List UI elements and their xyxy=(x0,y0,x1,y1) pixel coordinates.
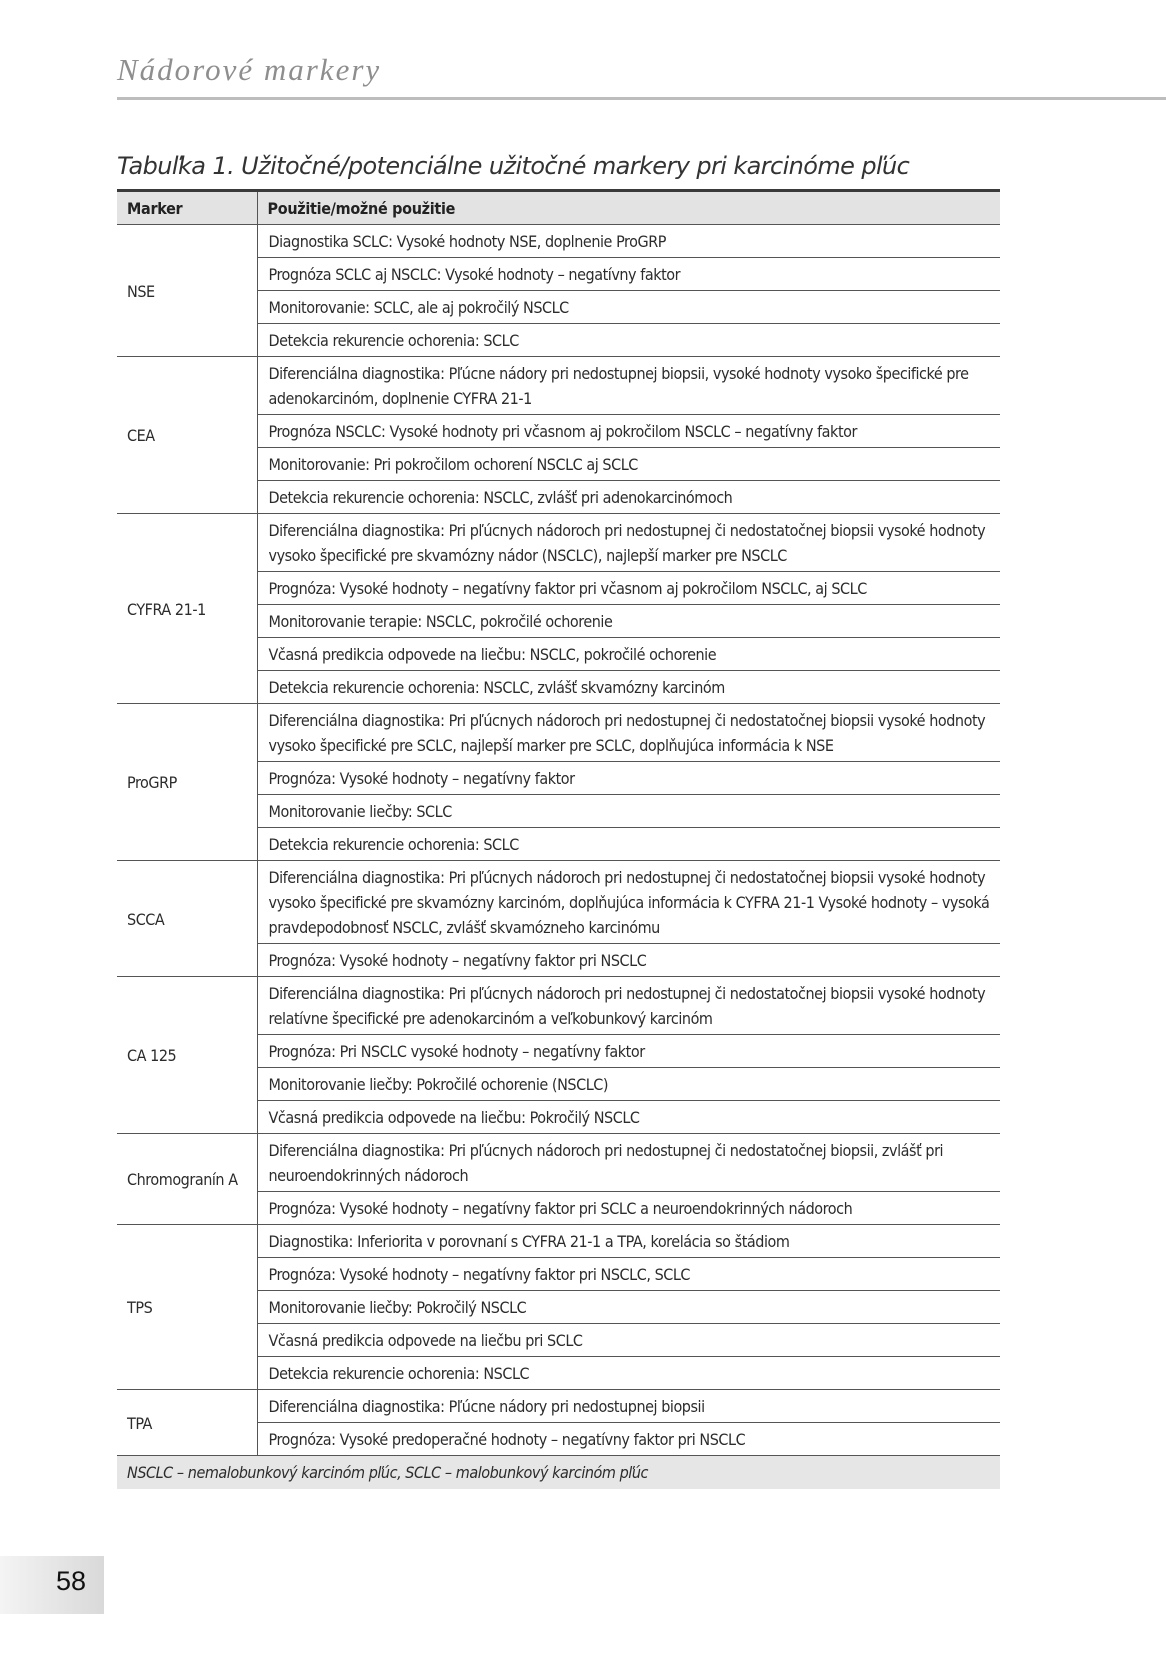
table-row xyxy=(117,357,1000,415)
marker-cell: SCCA xyxy=(117,861,257,977)
table-row xyxy=(117,514,1000,572)
usage-cell: Prognóza SCLC aj NSCLC: Vysoké hodnoty – negatívny faktor xyxy=(257,258,1000,291)
marker-cell: ProGRP xyxy=(117,704,257,861)
usage-cell: Včasná predikcia odpovede na liečbu pri SCLC xyxy=(257,1324,1000,1357)
usage-cell: Prognóza: Vysoké hodnoty – negatívny faktor pri SCLC a neuroendokrinných nádoroch xyxy=(257,1192,1000,1225)
usage-cell: Monitorovanie: Pri pokročilom ochorení NSCLC aj SCLC xyxy=(257,448,1000,481)
usage-cell: Prognóza: Vysoké hodnoty – negatívny faktor xyxy=(257,762,1000,795)
usage-cell: Monitorovanie: SCLC, ale aj pokročilý NSCLC xyxy=(257,291,1000,324)
usage-cell: Detekcia rekurencie ochorenia: NSCLC, zvlášť skvamózny karcinóm xyxy=(257,671,1000,704)
usage-cell: Včasná predikcia odpovede na liečbu: Pokročilý NSCLC xyxy=(257,1101,1000,1134)
table-row xyxy=(117,861,1000,944)
footnote-row xyxy=(117,1456,1000,1490)
table-row xyxy=(117,977,1000,1035)
usage-cell: Prognóza: Vysoké hodnoty – negatívny faktor pri včasnom aj pokročilom NSCLC, aj SCLC xyxy=(257,572,1000,605)
table-caption: Tabuľka 1. Užitočné/potenciálne užitočné markery pri karcinóme pľúc xyxy=(117,152,910,180)
table-footer xyxy=(117,1456,1000,1490)
usage-cell: Monitorovanie liečby: SCLC xyxy=(257,795,1000,828)
usage-cell: Diferenciálna diagnostika: Pri pľúcnych nádoroch pri nedostupnej či nedostatočnej biopsii vysoké hodnoty vysoko špecifické pre skvamózny nádor (NSCLC), najlepší marker pre NSCLC xyxy=(257,514,1000,572)
table-row xyxy=(117,1225,1000,1258)
header-divider xyxy=(117,97,1166,100)
marker-table xyxy=(117,189,1000,1489)
usage-cell: Detekcia rekurencie ochorenia: NSCLC xyxy=(257,1357,1000,1390)
usage-cell: Prognóza: Pri NSCLC vysoké hodnoty – negatívny faktor xyxy=(257,1035,1000,1068)
marker-cell: Chromogranín A xyxy=(117,1134,257,1225)
marker-cell: CYFRA 21-1 xyxy=(117,514,257,704)
usage-cell: Diferenciálna diagnostika: Pri pľúcnych nádoroch pri nedostupnej či nedostatočnej biopsii vysoké hodnoty vysoko špecifické pre skvamózny karcinóm, doplňujúca informácia k CYFRA 21-1 Vysoké hodnoty – vysoká pravdepodobnosť NSCLC, zvlášť skvamózneho karcinómu xyxy=(257,861,1000,944)
table-header xyxy=(117,191,1000,225)
running-header: Nádorové markery xyxy=(117,52,382,87)
usage-cell: Monitorovanie terapie: NSCLC, pokročilé ochorenie xyxy=(257,605,1000,638)
usage-cell: Diferenciálna diagnostika: Pri pľúcnych nádoroch pri nedostupnej či nedostatočnej biopsii vysoké hodnoty vysoko špecifické pre SCLC, najlepší marker pre SCLC, doplňujúca informácia k NSE xyxy=(257,704,1000,762)
marker-cell: TPA xyxy=(117,1390,257,1456)
page-number-box xyxy=(0,1556,104,1614)
table-row xyxy=(117,1134,1000,1192)
marker-cell: CEA xyxy=(117,357,257,514)
usage-cell: Detekcia rekurencie ochorenia: SCLC xyxy=(257,324,1000,357)
marker-cell: NSE xyxy=(117,225,257,357)
table-body xyxy=(117,225,1000,1456)
usage-cell: Prognóza: Vysoké predoperačné hodnoty – negatívny faktor pri NSCLC xyxy=(257,1423,1000,1456)
usage-cell: Diferenciálna diagnostika: Pri pľúcnych nádoroch pri nedostupnej či nedostatočnej biopsii, zvlášť pri neuroendokrinných nádoroch xyxy=(257,1134,1000,1192)
page-number: 58 xyxy=(55,1566,86,1596)
usage-cell: Detekcia rekurencie ochorenia: SCLC xyxy=(257,828,1000,861)
table-footnote: NSCLC – nemalobunkový karcinóm pľúc, SCLC – malobunkový karcinóm pľúc xyxy=(117,1456,1000,1490)
column-header-marker: Marker xyxy=(117,191,257,225)
usage-cell: Diferenciálna diagnostika: Pri pľúcnych nádoroch pri nedostupnej či nedostatočnej biopsii vysoké hodnoty relatívne špecifické pre adenokarcinóm a veľkobunkový karcinóm xyxy=(257,977,1000,1035)
usage-cell: Diagnostika SCLC: Vysoké hodnoty NSE, doplnenie ProGRP xyxy=(257,225,1000,258)
column-header-usage: Použitie/možné použitie xyxy=(257,191,1000,225)
table-row xyxy=(117,225,1000,258)
usage-cell: Diferenciálna diagnostika: Pľúcne nádory pri nedostupnej biopsii xyxy=(257,1390,1000,1423)
usage-cell: Monitorovanie liečby: Pokročilý NSCLC xyxy=(257,1291,1000,1324)
usage-cell: Diferenciálna diagnostika: Pľúcne nádory pri nedostupnej biopsii, vysoké hodnoty vysoko špecifické pre adenokarcinóm, doplnenie CYFRA 21-1 xyxy=(257,357,1000,415)
table-row xyxy=(117,704,1000,762)
usage-cell: Prognóza: Vysoké hodnoty – negatívny faktor pri NSCLC, SCLC xyxy=(257,1258,1000,1291)
table-row xyxy=(117,1390,1000,1423)
usage-cell: Prognóza: Vysoké hodnoty – negatívny faktor pri NSCLC xyxy=(257,944,1000,977)
usage-cell: Detekcia rekurencie ochorenia: NSCLC, zvlášť pri adenokarcinómoch xyxy=(257,481,1000,514)
usage-cell: Včasná predikcia odpovede na liečbu: NSCLC, pokročilé ochorenie xyxy=(257,638,1000,671)
table-header-row xyxy=(117,191,1000,225)
marker-cell: TPS xyxy=(117,1225,257,1390)
usage-cell: Monitorovanie liečby: Pokročilé ochorenie (NSCLC) xyxy=(257,1068,1000,1101)
marker-cell: CA 125 xyxy=(117,977,257,1134)
usage-cell: Diagnostika: Inferiorita v porovnaní s CYFRA 21-1 a TPA, korelácia so štádiom xyxy=(257,1225,1000,1258)
usage-cell: Prognóza NSCLC: Vysoké hodnoty pri včasnom aj pokročilom NSCLC – negatívny faktor xyxy=(257,415,1000,448)
